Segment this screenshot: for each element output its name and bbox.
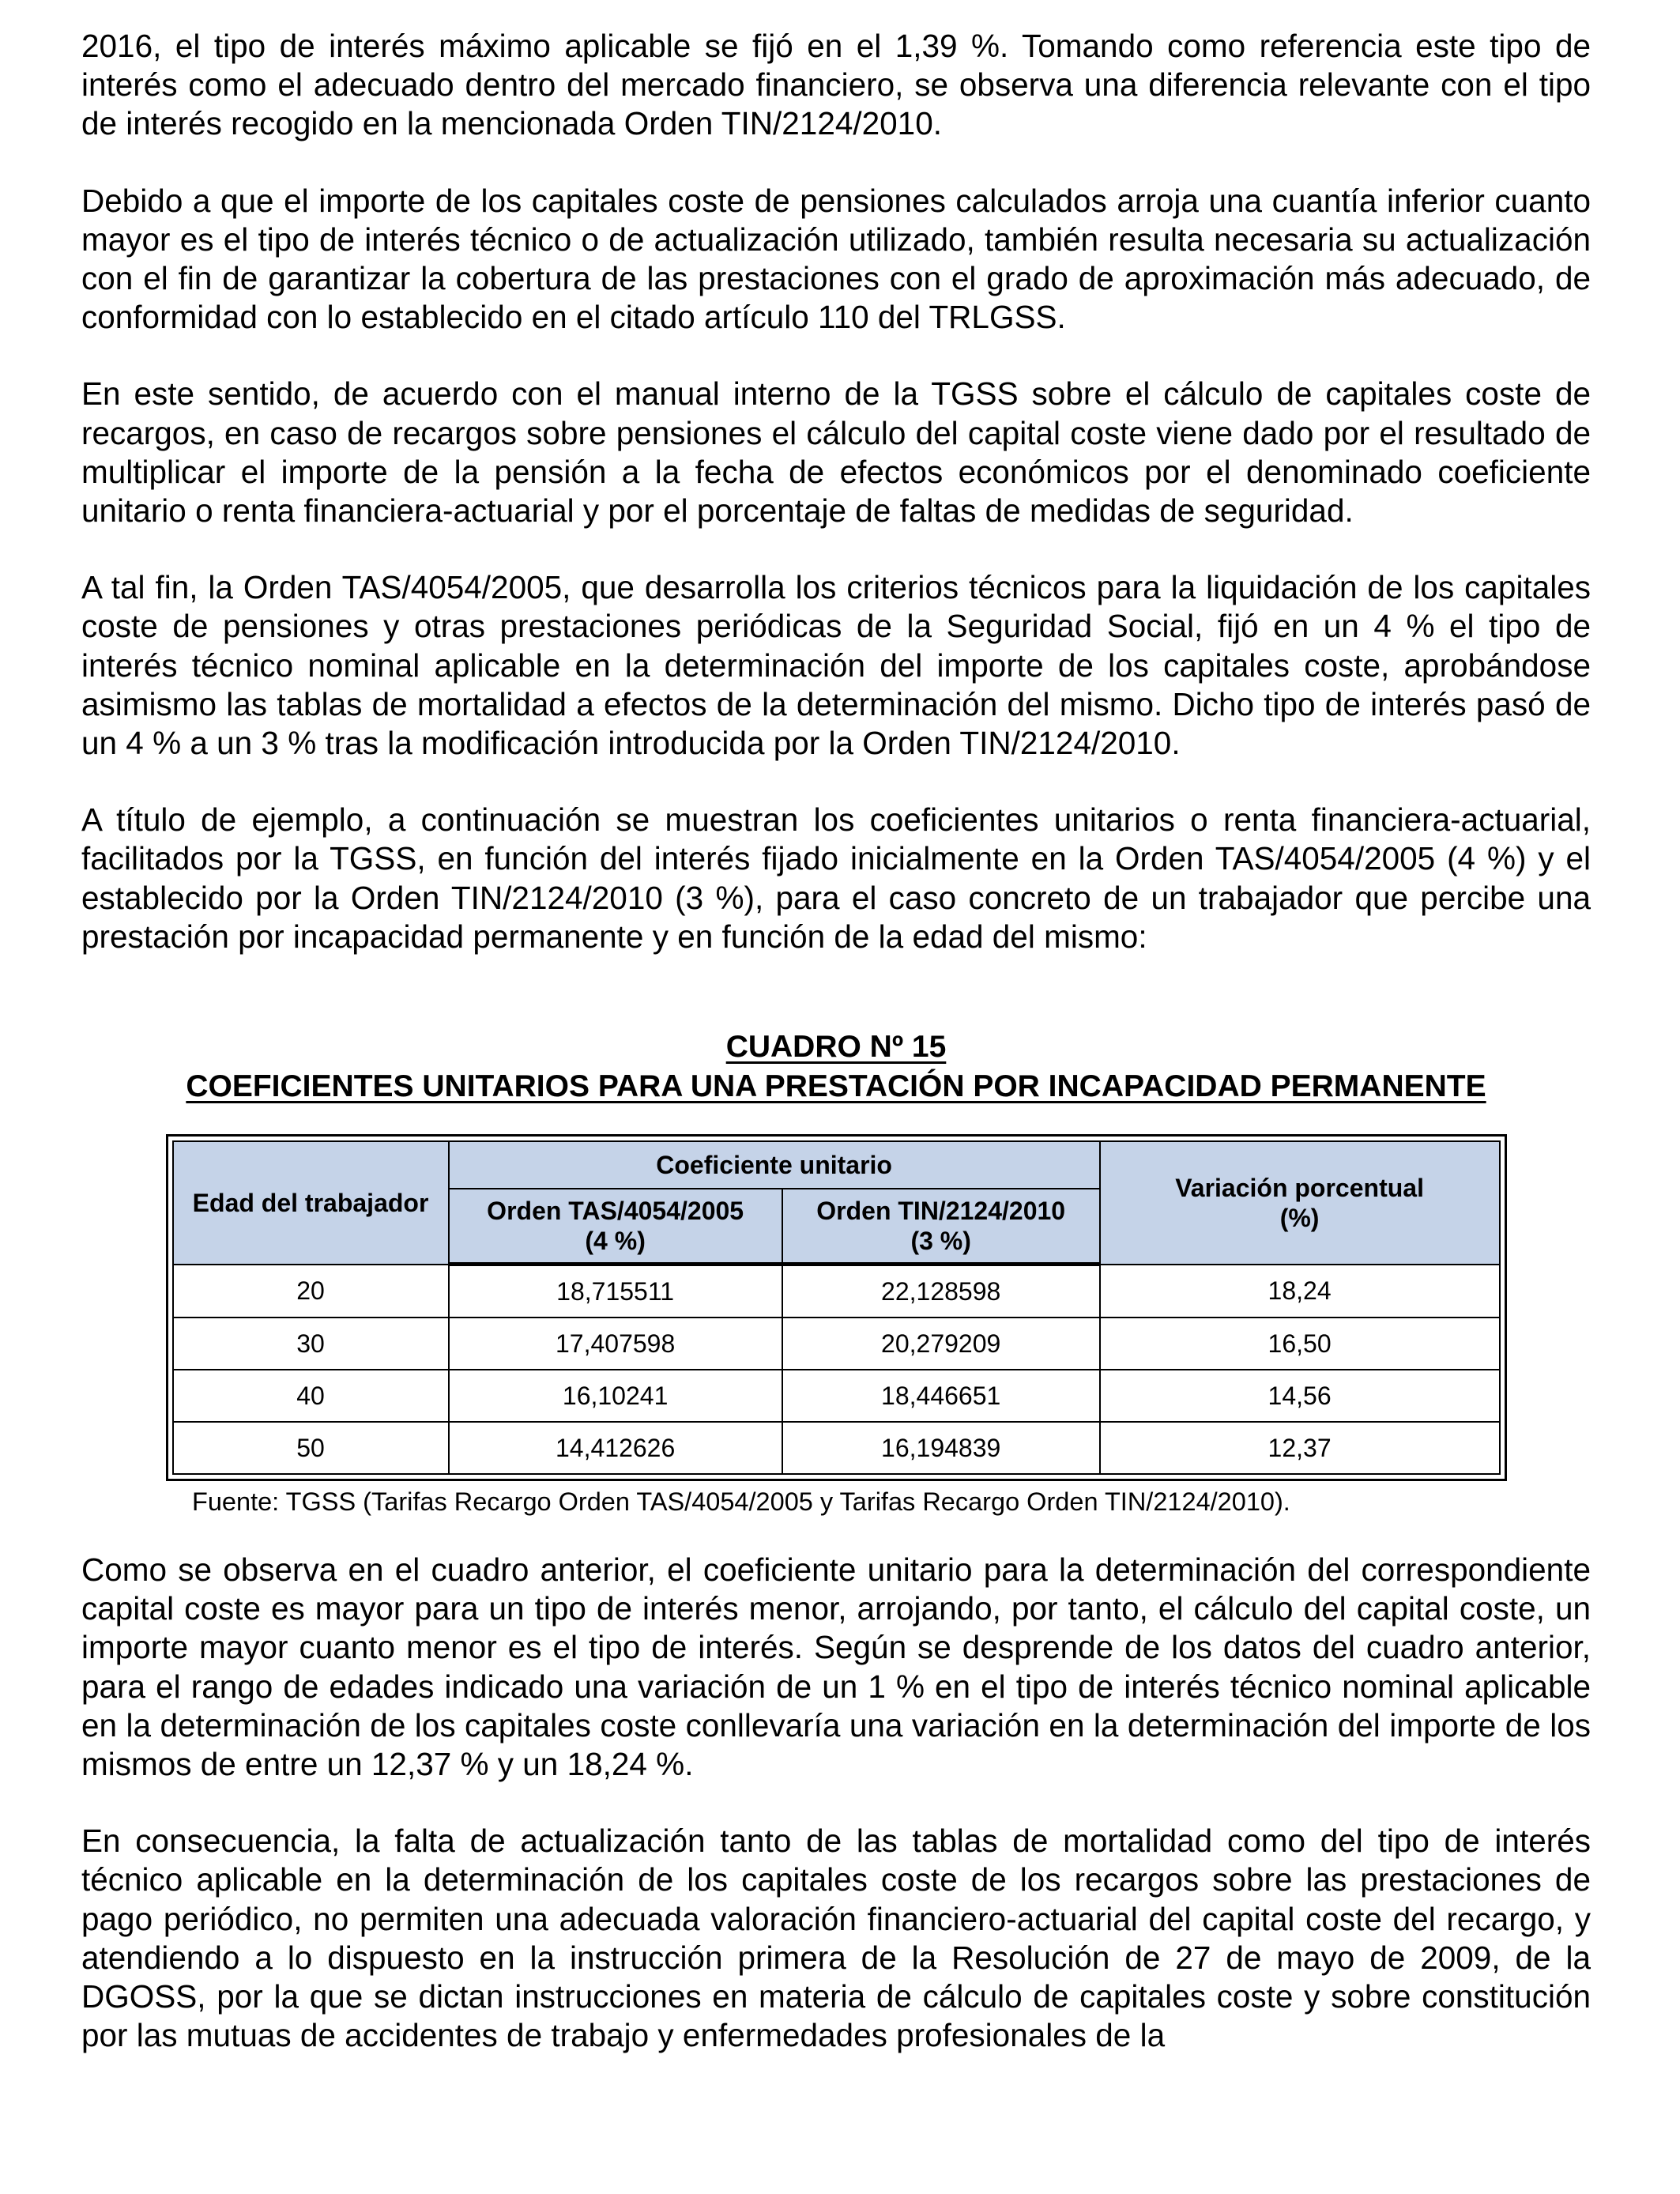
header-tas: [449, 1189, 782, 1265]
cell-age: 40: [173, 1370, 449, 1422]
paragraph: En este sentido, de acuerdo con el manual interno de la TGSS sobre el cálculo de capitales coste de recargos, en caso de recargos sobre pensiones el cálculo del capital coste viene dado por el resultado de multiplicar el importe de la pensión a la fecha de efectos económicos por el denominado coeficiente unitario o renta financiera-actuarial y por el porcentaje de faltas de medidas de seguridad.: [81, 375, 1591, 530]
header-variation: [1100, 1141, 1500, 1265]
paragraph: Como se observa en el cuadro anterior, el coeficiente unitario para la determinación del correspondiente capital coste es mayor para un tipo de interés menor, arrojando, por tanto, el cálculo del capital coste, un importe mayor cuanto menor es el tipo de interés. Según se desprende de los datos del cuadro anterior, para el rango de edades indicado una variación de un 1 % en el tipo de interés técnico nominal aplicable en la determinación de los capitales coste conllevaría una variación en la determinación del importe de los mismos de entre un 12,37 % y un 18,24 %.: [81, 1551, 1591, 1783]
cell-variation: 12,37: [1100, 1422, 1500, 1474]
table-row: [173, 1265, 1500, 1318]
cell-tin: 18,446651: [782, 1370, 1100, 1422]
header-tin: [782, 1189, 1100, 1265]
paragraph: Debido a que el importe de los capitales coste de pensiones calculados arroja una cuantía inferior cuanto mayor es el tipo de interés técnico o de actualización utilizado, también resulta necesaria su actualización con el fin de garantizar la cobertura de las prestaciones con el grado de aproximación más adecuado, de conformidad con lo establecido en el citado artículo 110 del TRLGSS.: [81, 182, 1591, 336]
paragraph: A tal fin, la Orden TAS/4054/2005, que desarrolla los criterios técnicos para la liquidación de los capitales coste de pensiones y otras prestaciones periódicas de la Seguridad Social, fijó en un 4 % el tipo de interés técnico nominal aplicable en la determinación del importe de los capitales coste, aprobándose asimismo las tablas de mortalidad a efectos de la determinación del mismo. Dicho tipo de interés pasó de un 4 % a un 3 % tras la modificación introducida por la Orden TIN/2124/2010.: [81, 569, 1591, 762]
cell-tas: 14,412626: [449, 1422, 782, 1474]
header-variation-line2: (%): [1279, 1203, 1320, 1232]
paragraph: En consecuencia, la falta de actualización tanto de las tablas de mortalidad como del tipo de interés técnico aplicable en la determinación de los capitales coste de los recargos sobre las prestaciones de pago periódico, no permiten una adecuada valoración financiero-actuarial del capital coste del recargo, y atendiendo a lo dispuesto en la instrucción primera de la Resolución de 27 de mayo de 2009, de la DGOSS, por la que se dictan instrucciones en materia de cálculo de capitales coste y sobre constitución por las mutuas de accidentes de trabajo y enfermedades profesionales de la: [81, 1823, 1591, 2054]
cell-tas: 17,407598: [449, 1318, 782, 1370]
cell-tin: 20,279209: [782, 1318, 1100, 1370]
table-row: [173, 1318, 1500, 1370]
header-tin-line1: Orden TIN/2124/2010: [816, 1197, 1066, 1226]
table-frame: [166, 1134, 1507, 1481]
table-title: [81, 1027, 1591, 1106]
header-tas-line1: Orden TAS/4054/2005: [487, 1197, 744, 1226]
header-tas-line2: (4 %): [585, 1227, 646, 1256]
cell-tas: 18,715511: [449, 1265, 782, 1318]
cell-tin: 22,128598: [782, 1265, 1100, 1318]
cell-variation: 14,56: [1100, 1370, 1500, 1422]
header-age: Edad del trabajador: [173, 1141, 449, 1265]
document-page: [81, 27, 1591, 2094]
cell-variation: 16,50: [1100, 1318, 1500, 1370]
cell-age: 20: [173, 1265, 449, 1318]
header-tin-line2: (3 %): [910, 1227, 971, 1256]
table-row: [173, 1370, 1500, 1422]
cell-age: 50: [173, 1422, 449, 1474]
paragraph: 2016, el tipo de interés máximo aplicable se fijó en el 1,39 %. Tomando como referencia este tipo de interés como el adecuado dentro del mercado financiero, se observa una diferencia relevante con el tipo de interés recogido en la mencionada Orden TIN/2124/2010.: [81, 28, 1591, 142]
table-row: [173, 1422, 1500, 1474]
cell-variation: 18,24: [1100, 1265, 1500, 1318]
table-number: CUADRO Nº 15: [725, 1030, 947, 1065]
coefficients-table: [172, 1140, 1501, 1475]
paragraph: A título de ejemplo, a continuación se muestran los coeficientes unitarios o renta financiera-actuarial, facilitados por la TGSS, en función del interés fijado inicialmente en la Orden TAS/4054/2005 (4 %) y el establecido por la Orden TIN/2124/2010 (3 %), para el caso concreto de un trabajador que percibe una prestación por incapacidad permanente y en función de la edad del mismo:: [81, 801, 1591, 955]
header-variation-line1: Variación porcentual: [1175, 1173, 1424, 1202]
cell-age: 30: [173, 1318, 449, 1370]
header-coefficient-group: Coeficiente unitario: [449, 1141, 1100, 1189]
cell-tas: 16,10241: [449, 1370, 782, 1422]
table-source: Fuente: TGSS (Tarifas Recargo Orden TAS/4054/2005 y Tarifas Recargo Orden TIN/2124/2010).: [192, 1487, 1290, 1517]
cell-tin: 16,194839: [782, 1422, 1100, 1474]
table-caption: COEFICIENTES UNITARIOS PARA UNA PRESTACIÓN POR INCAPACIDAD PERMANENTE: [186, 1069, 1486, 1104]
